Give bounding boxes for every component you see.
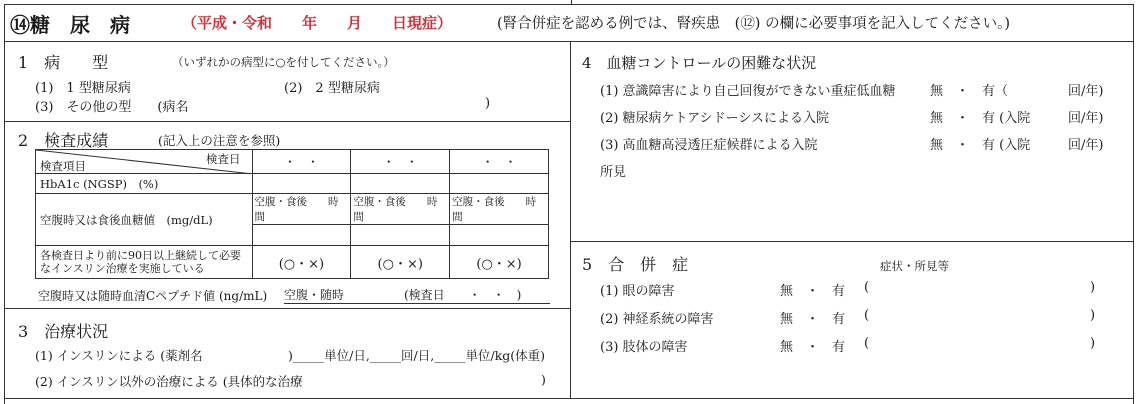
value-cell[interactable] — [252, 174, 351, 194]
limb-close: ) — [1090, 336, 1096, 351]
sec4-title: 4 血糖コントロールの困難な状況 — [582, 54, 817, 72]
meal-time-cell[interactable]: 空腹・食後 時間 — [450, 194, 549, 225]
sec2-divider — [4, 121, 570, 122]
eye-close: ) — [1090, 280, 1096, 295]
hypoglycemia-unit: 回/年) — [1068, 84, 1104, 99]
hypoglycemia-label: (1) 意識障害により自己回復ができない重症低血糖 — [600, 84, 896, 99]
sec1-title: 1 病 型 — [18, 53, 109, 72]
ketoacidosis-choice[interactable]: 無 ・ 有 (入院 — [930, 111, 1031, 126]
value-cell[interactable] — [450, 174, 549, 194]
value-cell[interactable] — [252, 225, 351, 246]
disease-title: ⑭糖 尿 病 — [10, 13, 130, 37]
other-type-close: ) — [485, 96, 491, 111]
non-insulin-treatment-line[interactable]: (2) インスリン以外の治療による (具体的な治療 — [35, 374, 303, 389]
eye-choice[interactable]: 無 ・ 有 — [780, 284, 846, 299]
test-item-label: 検査項目 — [40, 159, 86, 173]
sec2-title: 2 検査成績 — [18, 131, 109, 150]
table-row — [36, 150, 549, 174]
cpeptide-fill[interactable]: 空腹・随時 (検査日 ・ ・ ) — [284, 286, 550, 304]
hhs-label: (3) 高血糖高浸透圧症候群による入院 — [600, 138, 818, 153]
current-date-note: （平成・令和 年 月 日現症） — [182, 14, 453, 32]
date-cell[interactable]: ・ ・ — [252, 150, 351, 174]
type2-option[interactable]: (2) 2 型糖尿病 — [284, 81, 380, 96]
eye-label: (1) 眼の障害 — [600, 284, 675, 299]
insulin-treatment-line[interactable]: (1) インスリンによる (薬剤名 — [35, 348, 203, 363]
table-row — [36, 246, 549, 279]
type1-option[interactable]: (1) 1 型糖尿病 — [35, 81, 131, 96]
meal-time-cell[interactable]: 空腹・食後 時間 — [351, 194, 450, 225]
bottom-divider — [4, 398, 1134, 399]
value-cell[interactable] — [450, 225, 549, 246]
limb-paren: ( — [864, 336, 870, 351]
hypoglycemia-choice[interactable]: 無 ・ 有（ — [930, 84, 1009, 99]
limb-choice[interactable]: 無 ・ 有 — [780, 340, 846, 355]
sec5-title: 5 合 併 症 — [582, 255, 689, 274]
value-cell[interactable] — [351, 225, 450, 246]
test-results-table — [35, 149, 549, 279]
hba1c-label: HbA1c (NGSP) (%) — [36, 174, 253, 194]
hhs-unit: 回/年) — [1068, 138, 1104, 153]
symptom-header: 症状・所見等 — [880, 259, 949, 273]
ketoacidosis-unit: 回/年) — [1068, 111, 1104, 126]
nerve-label: (2) 神経系統の障害 — [600, 312, 714, 327]
top-rule — [571, 0, 572, 4]
nerve-choice[interactable]: 無 ・ 有 — [780, 312, 846, 327]
circle-x-choice[interactable]: (○・×) — [450, 246, 549, 279]
meal-time-cell[interactable]: 空腹・食後 時間 — [252, 194, 351, 225]
ketoacidosis-label: (2) 糖尿病ケトアシドーシスによる入院 — [600, 111, 829, 126]
header-diagonal-cell — [36, 150, 253, 174]
table-row — [36, 174, 549, 194]
non-insulin-close: ) — [541, 372, 546, 387]
value-cell[interactable] — [351, 174, 450, 194]
test-date-label: 検査日 — [206, 152, 241, 166]
circle-x-choice[interactable]: (○・×) — [252, 246, 351, 279]
hhs-choice[interactable]: 無 ・ 有 (入院 — [930, 138, 1031, 153]
findings-label: 所見 — [600, 165, 627, 180]
other-type-option[interactable]: (3) その他の型 (病名 — [35, 100, 189, 115]
date-cell[interactable]: ・ ・ — [351, 150, 450, 174]
insulin-90day-label: 各検査日より前に90日以上継続して必要なインスリン治療を実施している — [36, 246, 253, 279]
table-row — [36, 194, 549, 225]
sec3-divider — [4, 308, 570, 309]
sec2-hint: (記入上の注意を参照) — [158, 133, 281, 148]
glucose-label: 空腹時又は食後血糖値 (mg/dL) — [36, 194, 253, 246]
eye-paren: ( — [864, 280, 870, 295]
sec5-divider — [570, 241, 1134, 242]
cpeptide-label: 空腹時又は随時血清Cペプチド値 (ng/mL) — [38, 289, 268, 303]
insulin-dose-line[interactable]: )_____単位/日,_____回/日,_____単位/kg(体重) — [288, 348, 546, 363]
sec1-hint: （いずれかの病型に○を付してください。） — [172, 55, 395, 69]
header-note: (腎合併症を認める例では、腎疾患 (⑫) の欄に必要事項を記入してください。) — [497, 16, 1010, 32]
date-cell[interactable]: ・ ・ — [450, 150, 549, 174]
circle-x-choice[interactable]: (○・×) — [351, 246, 450, 279]
sec3-title: 3 治療状況 — [18, 322, 109, 341]
nerve-paren: ( — [864, 308, 870, 323]
limb-label: (3) 肢体の障害 — [600, 340, 688, 355]
column-divider — [570, 42, 571, 399]
nerve-close: ) — [1090, 308, 1096, 323]
